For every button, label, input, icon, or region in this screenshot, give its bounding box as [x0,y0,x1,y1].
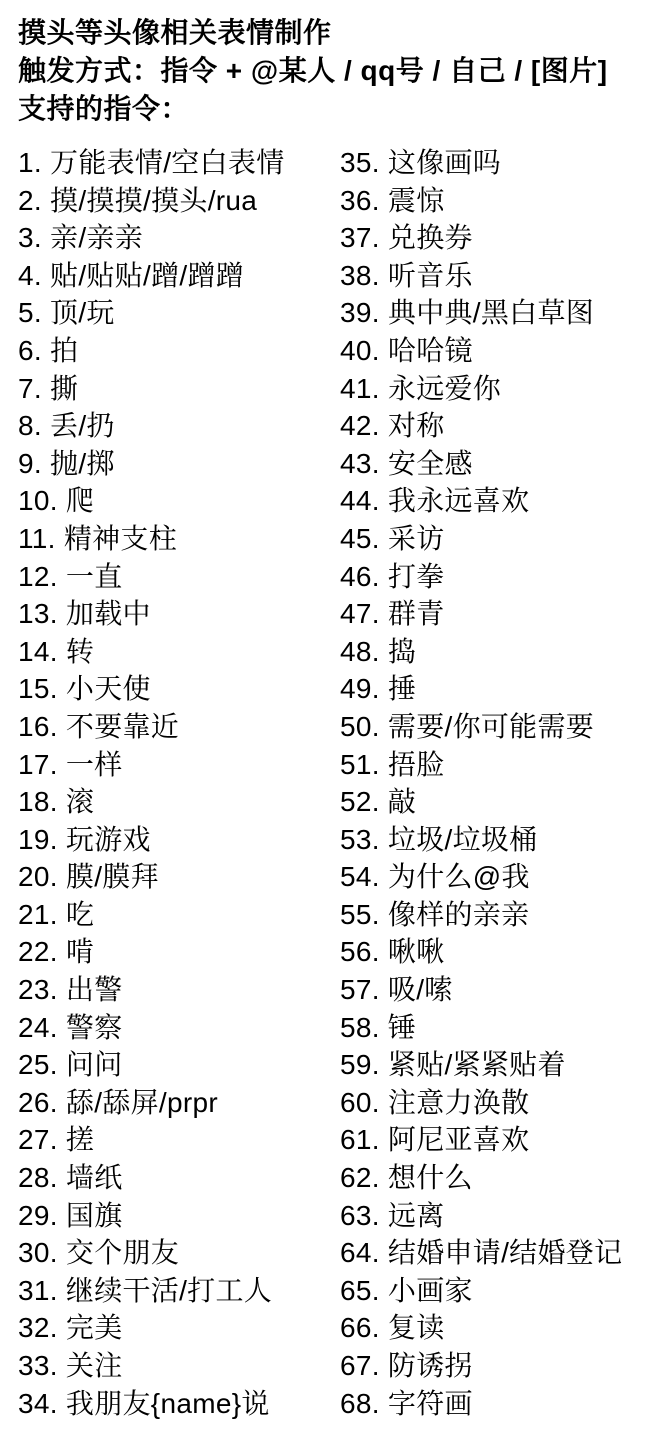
command-item: 33. 关注 [18,1350,123,1381]
command-column-right [340,144,661,1422]
command-item: 10. 爬 [18,485,95,517]
command-item: 32. 完美 [18,1312,123,1344]
command-item: 29. 国旗 [18,1199,123,1231]
command-item: 36. 震惊 [340,184,445,216]
command-item: 19. 玩游戏 [18,823,151,855]
command-item: 45. 采访 [340,522,445,554]
command-item: 50. 需要/你可能需要 [340,710,595,742]
command-item: 47. 群青 [340,598,445,630]
command-item: 58. 锤 [340,1011,417,1043]
command-item: 27. 搓 [18,1124,95,1156]
command-item: 65. 小画家 [340,1274,473,1306]
command-column-left [18,144,340,1422]
command-item: 51. 捂脸 [340,748,445,780]
command-item: 56. 啾啾 [340,936,445,968]
command-item: 31. 继续干活/打工人 [18,1274,273,1306]
command-item: 42. 对称 [340,410,445,442]
supported-commands-label: 支持的指令： [18,93,190,124]
header [18,14,661,128]
command-list [18,144,661,1422]
command-item: 39. 典中典/黑白草图 [340,297,595,329]
command-item: 12. 一直 [18,560,123,592]
command-item: 60. 注意力涣散 [340,1086,530,1118]
trigger-method-line: 触发方式：指令 + @某人 / qq号 / 自己 / [图片] [18,55,608,86]
command-item: 38. 听音乐 [340,259,473,291]
command-item: 14. 转 [18,635,95,667]
command-item: 34. 我朋友{name}说 [18,1387,270,1419]
command-item: 8. 丢/扔 [18,410,115,442]
command-item: 43. 安全感 [340,447,473,479]
command-item: 59. 紧贴/紧紧贴着 [340,1049,566,1081]
command-item: 68. 字符画 [340,1387,473,1419]
command-item: 6. 拍 [18,334,79,366]
command-item: 4. 贴/贴贴/蹭/蹭蹭 [18,259,245,291]
command-item: 67. 防诱拐 [340,1350,473,1381]
command-item: 57. 吸/嗦 [340,974,453,1006]
command-item: 11. 精神支柱 [18,522,178,554]
command-item: 22. 啃 [18,936,95,968]
command-item: 41. 永远爱你 [340,372,502,404]
command-item: 61. 阿尼亚喜欢 [340,1124,530,1156]
command-item: 15. 小天使 [18,673,151,705]
command-item: 30. 交个朋友 [18,1237,180,1269]
command-item: 54. 为什么@我 [340,861,530,893]
command-item: 25. 问问 [18,1049,123,1081]
command-item: 44. 我永远喜欢 [340,485,530,517]
command-item: 7. 撕 [18,372,79,404]
command-item: 48. 捣 [340,635,417,667]
command-item: 63. 远离 [340,1199,445,1231]
command-item: 9. 抛/掷 [18,447,115,479]
command-item: 1. 万能表情/空白表情 [18,147,285,178]
command-item: 21. 吃 [18,898,95,930]
command-item: 62. 想什么 [340,1162,473,1194]
page-title: 摸头等头像相关表情制作 [18,17,332,48]
command-item: 52. 敲 [340,786,417,818]
command-item: 2. 摸/摸摸/摸头/rua [18,184,258,216]
command-item: 5. 顶/玩 [18,297,115,329]
command-item: 35. 这像画吗 [340,147,502,178]
command-item: 23. 出警 [18,974,123,1006]
command-item: 24. 警察 [18,1011,123,1043]
command-item: 20. 膜/膜拜 [18,861,159,893]
command-item: 66. 复读 [340,1312,445,1344]
command-item: 18. 滚 [18,786,95,818]
command-item: 17. 一样 [18,748,123,780]
command-item: 55. 像样的亲亲 [340,898,530,930]
command-item: 53. 垃圾/垃圾桶 [340,823,538,855]
command-item: 16. 不要靠近 [18,710,180,742]
command-item: 28. 墙纸 [18,1162,123,1194]
command-item: 40. 哈哈镜 [340,334,473,366]
command-item: 64. 结婚申请/结婚登记 [340,1237,623,1269]
command-item: 49. 捶 [340,673,417,705]
command-item: 37. 兑换券 [340,222,473,254]
command-item: 13. 加载中 [18,598,151,630]
command-item: 46. 打拳 [340,560,445,592]
command-item: 3. 亲/亲亲 [18,222,144,254]
command-item: 26. 舔/舔屏/prpr [18,1086,218,1118]
